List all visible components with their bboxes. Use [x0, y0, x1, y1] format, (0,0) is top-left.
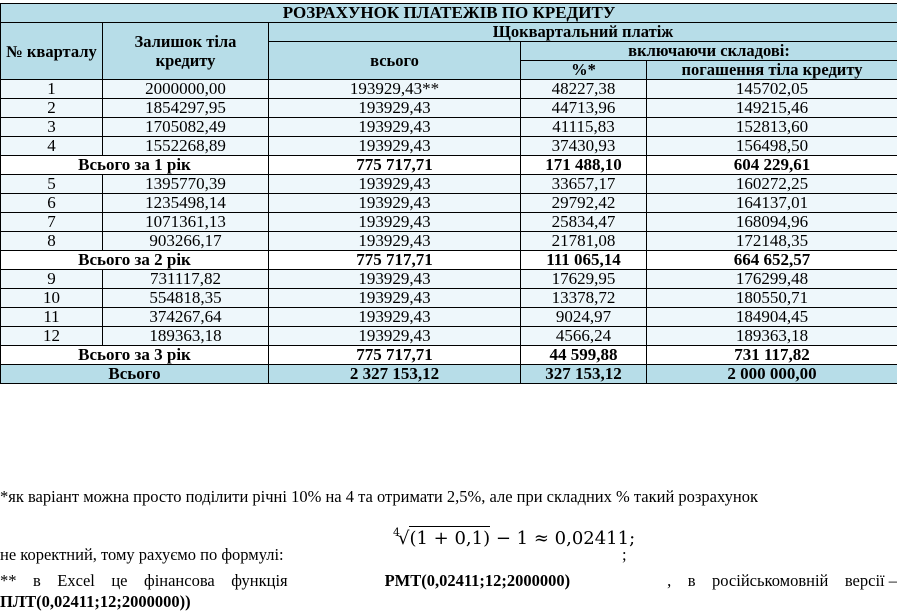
principal-cell: 180550,71	[647, 289, 897, 308]
percent-cell: 33657,17	[521, 175, 647, 194]
header-percent: %*	[521, 61, 647, 80]
header-quarterly-payment: Щоквартальний платіж	[269, 23, 897, 42]
quarter-cell: 10	[1, 289, 103, 308]
percent-cell: 44713,96	[521, 99, 647, 118]
total-cell: 193929,43**	[269, 80, 521, 99]
total-cell: 193929,43	[269, 175, 521, 194]
balance-cell: 1552268,89	[103, 137, 269, 156]
percent-cell: 4566,24	[521, 327, 647, 346]
quarter-cell: 7	[1, 213, 103, 232]
quarter-cell: 11	[1, 308, 103, 327]
principal-cell: 176299,48	[647, 270, 897, 289]
footnote-line-4	[0, 592, 191, 612]
table-row	[1, 137, 897, 156]
subtotal-row-year-2	[1, 251, 897, 270]
quarter-cell: 6	[1, 194, 103, 213]
percent-cell: 37430,93	[521, 137, 647, 156]
subtotal-total: 775 717,71	[269, 156, 521, 175]
balance-cell: 189363,18	[103, 327, 269, 346]
total-cell: 193929,43	[269, 213, 521, 232]
header-including: включаючи складові:	[521, 42, 897, 61]
grand-total-total: 2 327 153,12	[269, 365, 521, 384]
quarter-cell: 2	[1, 99, 103, 118]
footnote-line-3	[0, 571, 897, 591]
total-cell: 193929,43	[269, 327, 521, 346]
total-cell: 193929,43	[269, 137, 521, 156]
table-row	[1, 232, 897, 251]
balance-cell: 731117,82	[103, 270, 269, 289]
grand-total-row	[1, 365, 897, 384]
percent-cell: 9024,97	[521, 308, 647, 327]
table-row	[1, 327, 897, 346]
table-row	[1, 270, 897, 289]
percent-cell: 29792,42	[521, 194, 647, 213]
principal-cell: 168094,96	[647, 213, 897, 232]
percent-cell: 13378,72	[521, 289, 647, 308]
principal-cell: 172148,35	[647, 232, 897, 251]
table-row	[1, 213, 897, 232]
subtotal-percent: 111 065,14	[521, 251, 647, 270]
principal-cell: 145702,05	[647, 80, 897, 99]
balance-cell: 2000000,00	[103, 80, 269, 99]
header-principal: погашення тіла кредиту	[647, 61, 897, 80]
principal-cell: 160272,25	[647, 175, 897, 194]
quarter-cell: 9	[1, 270, 103, 289]
total-cell: 193929,43	[269, 194, 521, 213]
total-cell: 193929,43	[269, 118, 521, 137]
percent-cell: 21781,08	[521, 232, 647, 251]
table-title: РОЗРАХУНОК ПЛАТЕЖІВ ПО КРЕДИТУ	[1, 4, 897, 23]
percent-cell: 25834,47	[521, 213, 647, 232]
subtotal-label: Всього за 1 рік	[1, 156, 269, 175]
excel-function-plt: ПЛТ(0,02411;12;2000000))	[0, 592, 191, 611]
header-balance: Залишок тіла кредиту	[103, 23, 269, 80]
grand-total-principal: 2 000 000,00	[647, 365, 897, 384]
formula-radicand: (1 + 0,1)	[409, 528, 491, 549]
balance-cell: 903266,17	[103, 232, 269, 251]
principal-cell: 164137,01	[647, 194, 897, 213]
quarter-cell: 3	[1, 118, 103, 137]
total-cell: 193929,43	[269, 99, 521, 118]
subtotal-principal: 664 652,57	[647, 251, 897, 270]
balance-cell: 1854297,95	[103, 99, 269, 118]
subtotal-total: 775 717,71	[269, 251, 521, 270]
table-row	[1, 99, 897, 118]
balance-cell: 1235498,14	[103, 194, 269, 213]
credit-payment-table	[0, 3, 897, 384]
balance-cell: 554818,35	[103, 289, 269, 308]
table-row	[1, 118, 897, 137]
footnote-line-2: не коректний, тому рахуємо по формулі:	[0, 545, 284, 564]
principal-cell: 152813,60	[647, 118, 897, 137]
formula-root-index: 4	[393, 526, 400, 539]
formula: $^4$√(1 + 0,1) − 1 ≈ 0,02411;	[393, 526, 636, 549]
principal-cell: 149215,46	[647, 99, 897, 118]
subtotal-row-year-3	[1, 346, 897, 365]
subtotal-percent: 171 488,10	[521, 156, 647, 175]
quarter-cell: 1	[1, 80, 103, 99]
quarter-cell: 12	[1, 327, 103, 346]
grand-total-label: Всього	[1, 365, 269, 384]
subtotal-principal: 731 117,82	[647, 346, 897, 365]
quarter-cell: 8	[1, 232, 103, 251]
balance-cell: 374267,64	[103, 308, 269, 327]
total-cell: 193929,43	[269, 308, 521, 327]
table-row	[1, 80, 897, 99]
total-cell: 193929,43	[269, 289, 521, 308]
quarter-cell: 5	[1, 175, 103, 194]
footnote-line-2-end: ;	[622, 545, 627, 564]
grand-total-percent: 327 153,12	[521, 365, 647, 384]
subtotal-percent: 44 599,88	[521, 346, 647, 365]
percent-cell: 17629,95	[521, 270, 647, 289]
principal-cell: 184904,45	[647, 308, 897, 327]
total-cell: 193929,43	[269, 232, 521, 251]
footnote-line-1: *як варіант можна просто поділити річні 10% на 4 та отримати 2,5%, але при складних % такий розрахунок	[0, 487, 758, 506]
footnote-line-3-tail: , в російськомовній версії –	[667, 571, 897, 590]
header-total: всього	[269, 42, 521, 80]
subtotal-principal: 604 229,61	[647, 156, 897, 175]
subtotal-label: Всього за 2 рік	[1, 251, 269, 270]
balance-cell: 1071361,13	[103, 213, 269, 232]
percent-cell: 41115,83	[521, 118, 647, 137]
table-row	[1, 308, 897, 327]
table-row	[1, 175, 897, 194]
formula-rest: − 1 ≈ 0,02411;	[490, 528, 636, 549]
table-row	[1, 194, 897, 213]
footnote-line-3-text: ** в Excel це фінансова функція	[0, 571, 288, 590]
total-cell: 193929,43	[269, 270, 521, 289]
header-quarter-no: № кварталу	[1, 23, 103, 80]
principal-cell: 189363,18	[647, 327, 897, 346]
percent-cell: 48227,38	[521, 80, 647, 99]
balance-cell: 1705082,49	[103, 118, 269, 137]
subtotal-row-year-1	[1, 156, 897, 175]
principal-cell: 156498,50	[647, 137, 897, 156]
excel-function-pmt: PMT(0,02411;12;2000000)	[384, 571, 571, 590]
balance-cell: 1395770,39	[103, 175, 269, 194]
subtotal-total: 775 717,71	[269, 346, 521, 365]
table-row	[1, 289, 897, 308]
subtotal-label: Всього за 3 рік	[1, 346, 269, 365]
quarter-cell: 4	[1, 137, 103, 156]
